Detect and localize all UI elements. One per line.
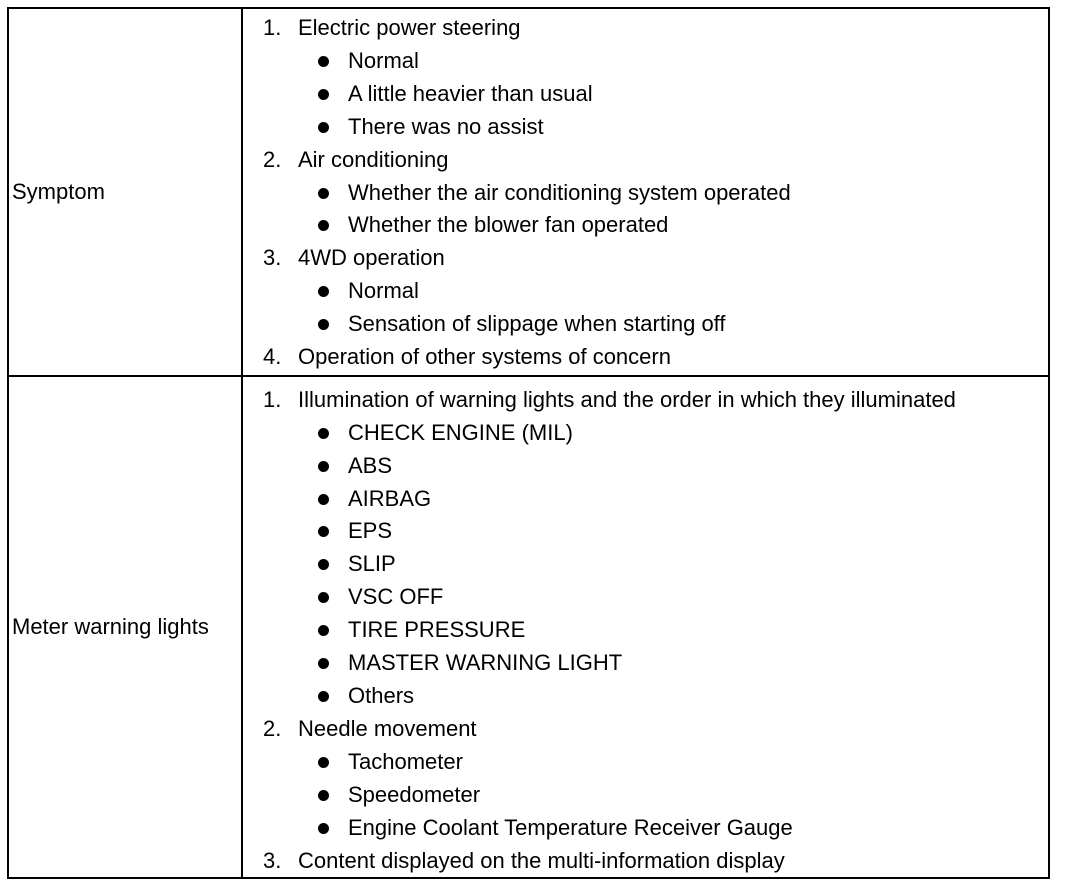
- bullet-text: TIRE PRESSURE: [348, 617, 526, 642]
- bullet-text: Sensation of slippage when starting off: [348, 311, 726, 336]
- bullet-icon: [318, 461, 329, 472]
- table-row-symptom: [9, 9, 1048, 377]
- bullet-text: A little heavier than usual: [348, 81, 593, 106]
- item-text: Electric power steering: [298, 15, 521, 40]
- item-text: 4WD operation: [298, 245, 445, 270]
- row-label: Meter warning lights: [12, 614, 209, 639]
- bullet-icon: [318, 592, 329, 603]
- bullet-icon: [318, 122, 329, 133]
- item-number: 2.: [263, 147, 282, 172]
- bullet-icon: [318, 428, 329, 439]
- item-text: Content displayed on the multi-information display: [298, 848, 785, 873]
- bullet-text: Normal: [348, 278, 419, 303]
- item-text: Needle movement: [298, 716, 477, 741]
- bullet-icon: [318, 691, 329, 702]
- item-text: Illumination of warning lights and the order in which they illuminated: [298, 387, 956, 412]
- bullet-icon: [318, 319, 329, 330]
- bullet-icon: [318, 89, 329, 100]
- bullet-icon: [318, 790, 329, 801]
- row-content: [243, 377, 1048, 877]
- bullet-icon: [318, 56, 329, 67]
- row-label: Symptom: [12, 179, 105, 204]
- bullet-icon: [318, 188, 329, 199]
- item-number: 2.: [263, 716, 282, 741]
- bullet-text: Speedometer: [348, 782, 481, 807]
- bullet-text: Normal: [348, 48, 419, 73]
- bullet-icon: [318, 625, 329, 636]
- item-number: 3.: [263, 848, 282, 873]
- bullet-icon: [318, 658, 329, 669]
- item-number: 1.: [263, 15, 282, 40]
- bullet-icon: [318, 823, 329, 834]
- row-content: [243, 9, 1048, 375]
- item-number: 4.: [263, 344, 282, 369]
- item-number: 3.: [263, 245, 282, 270]
- item-number: 1.: [263, 387, 282, 412]
- bullet-icon: [318, 526, 329, 537]
- table-row-meter-warning-lights: [9, 377, 1048, 877]
- bullet-text: There was no assist: [348, 114, 544, 139]
- inspection-table: [7, 7, 1050, 879]
- bullet-text: VSC OFF: [348, 584, 444, 609]
- bullet-icon: [318, 757, 329, 768]
- bullet-icon: [318, 494, 329, 505]
- bullet-text: ABS: [348, 453, 393, 478]
- item-text: Air conditioning: [298, 147, 449, 172]
- bullet-text: Tachometer: [348, 749, 463, 774]
- bullet-text: Whether the air conditioning system operated: [348, 180, 791, 205]
- bullet-text: MASTER WARNING LIGHT: [348, 650, 623, 675]
- bullet-text: Others: [348, 683, 415, 708]
- bullet-icon: [318, 559, 329, 570]
- bullet-icon: [318, 220, 329, 231]
- bullet-text: AIRBAG: [348, 486, 432, 511]
- bullet-text: Whether the blower fan operated: [348, 212, 669, 237]
- bullet-icon: [318, 286, 329, 297]
- bullet-text: SLIP: [348, 551, 396, 576]
- item-text: Operation of other systems of concern: [298, 344, 671, 369]
- bullet-text: EPS: [348, 518, 393, 543]
- bullet-text: CHECK ENGINE (MIL): [348, 420, 573, 445]
- bullet-text: Engine Coolant Temperature Receiver Gauge: [348, 815, 793, 840]
